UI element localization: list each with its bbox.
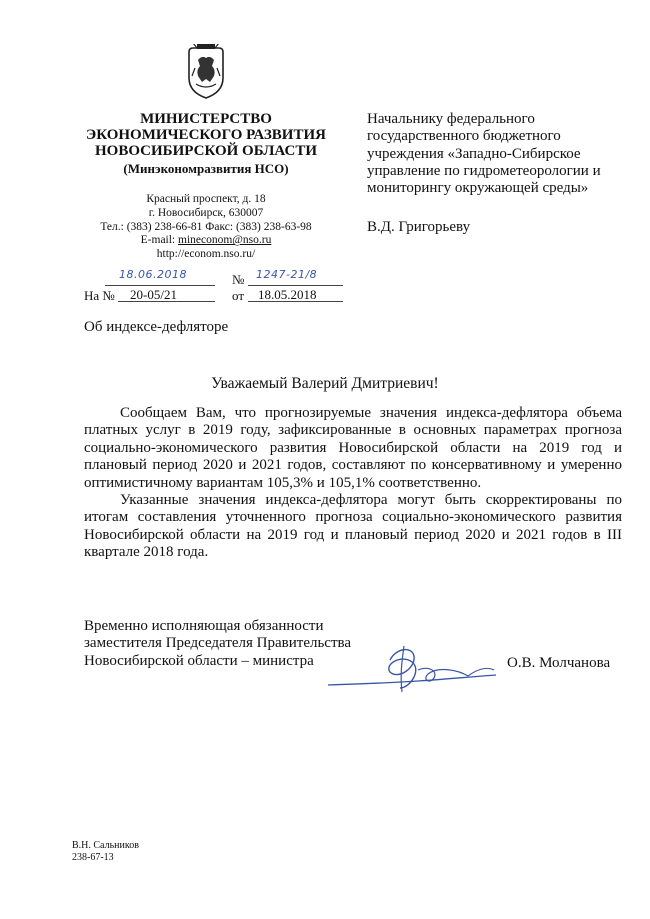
outgoing-number-field [248, 270, 343, 286]
letter-subject: Об индексе-дефляторе [84, 319, 229, 335]
email-label: E-mail: [140, 234, 176, 247]
org-name-line: МИНИСТЕРСТВО [140, 111, 272, 127]
greeting: Уважаемый Валерий Дмитриевич! [211, 375, 439, 392]
address-street: Красный проспект, д. 18 [146, 193, 266, 205]
addressee-block [367, 111, 632, 197]
org-short-name: (Минэкономразвития НСО) [123, 161, 289, 176]
addressee-line: мониторингу окружающей среды» [367, 180, 589, 197]
addressee-line: управление по гидрометеорологии и [367, 162, 601, 179]
organization-contacts [70, 193, 342, 262]
outgoing-date-field [105, 270, 215, 286]
org-name-line: ЭКОНОМИЧЕСКОГО РАЗВИТИЯ [86, 127, 326, 143]
addressee-line: учреждения «Западно-Сибирское [367, 145, 581, 162]
signatory-title-line: заместителя Председателя Правительства [84, 635, 352, 652]
signatory-title [84, 618, 351, 670]
reference-number-field [118, 286, 215, 302]
reference-date-label: от [232, 288, 245, 303]
phone-fax: Тел.: (383) 238-66-81 Факс: (383) 238-63-98 [100, 220, 312, 233]
signatory-title-line: Временно исполняющая обязанности [84, 618, 324, 634]
outgoing-number: 1247-21/8 [256, 268, 318, 281]
reference-number-label: На № [84, 288, 115, 303]
email-link[interactable]: mineconom@nso.ru [178, 234, 272, 247]
body-paragraph: Сообщаем Вам, что прогнозируемые значения индекса-дефлятора объема платных услуг в 2019 году, зафиксированные в основных параметрах прогноза социально-экономического развития Новосибирской области на 2019 год и плановый период 2020 и 2021 годов, составляют по консервативному и умеренно оптимистичному вариантам 105,3% и 105,1% соответственно. [84, 405, 622, 491]
signatory-title-line: Новосибирской области – министра [84, 652, 314, 669]
reference-date-field [248, 286, 343, 302]
outgoing-date: 18.06.2018 [119, 268, 187, 281]
handwritten-signature [318, 640, 518, 700]
organization-header [70, 111, 342, 178]
executor-info [72, 840, 139, 864]
executor-name: В.Н. Сальников [72, 840, 139, 851]
body-paragraph: Указанные значения индекса-дефлятора могут быть скорректированы по итогам составления уточненного прогноза социально-экономического развития Новосибирской области на 2019 год и плановый период 2020 и 2021 годов в III квартале 2018 года. [84, 492, 622, 561]
reference-number: 20-05/21 [130, 287, 177, 302]
org-name-line: НОВОСИБИРСКОЙ ОБЛАСТИ [94, 143, 318, 159]
coat-of-arms-icon [183, 44, 229, 100]
recipient-name: В.Д. Григорьеву [367, 219, 471, 235]
signatory-name: О.В. Молчанова [507, 655, 611, 671]
executor-phone: 238-67-13 [72, 852, 114, 863]
website-link[interactable]: http://econom.nso.ru/ [156, 248, 256, 261]
outgoing-number-label: № [232, 272, 245, 287]
letter-body [84, 405, 622, 562]
email-row [70, 234, 342, 248]
address-city: г. Новосибирск, 630007 [148, 206, 264, 219]
reference-date: 18.05.2018 [258, 287, 317, 302]
addressee-line: государственного бюджетного [367, 128, 561, 145]
addressee-line: Начальнику федерального [367, 111, 535, 127]
